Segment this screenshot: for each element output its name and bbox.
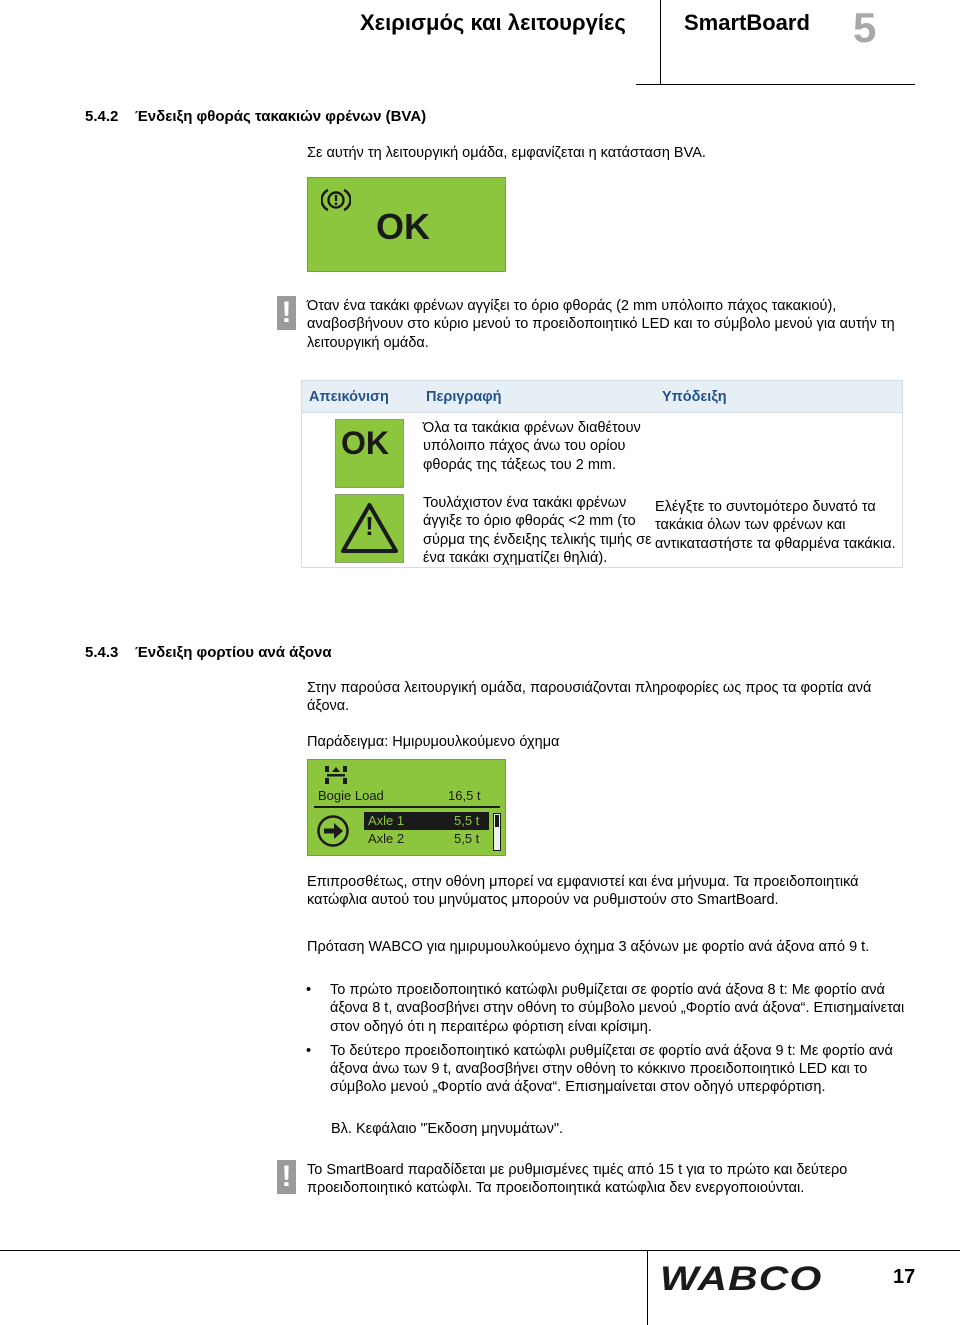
col-header-hint: Υπόδειξη	[655, 381, 903, 413]
brake-pad-icon	[321, 187, 351, 213]
section-number: 5.4.3	[85, 644, 119, 661]
section-title: Ένδειξη φορτίου ανά άξονα	[135, 644, 332, 661]
header-product-name: SmartBoard	[684, 10, 810, 35]
ok-status-text: OK	[376, 206, 430, 247]
axle-1-label: Axle 1	[368, 813, 405, 828]
bogie-load-label: Bogie Load	[318, 788, 384, 803]
section-heading-543	[85, 644, 332, 661]
paragraph-wabco-proposal: Πρόταση WABCO για ημιρυμουλκούμενο όχημα 3 αξόνων με φορτίο ανά άξονα από 9 t.	[307, 939, 870, 955]
section-intro: Σε αυτήν τη λειτουργική ομάδα, εμφανίζεται η κατάσταση BVA.	[307, 145, 706, 161]
bva-status-table	[301, 380, 903, 568]
section-number: 5.4.2	[85, 108, 119, 125]
threshold-bullet-list	[306, 981, 906, 1097]
table-header-row	[302, 381, 903, 413]
warning-icon: !	[277, 1160, 296, 1194]
header-rule	[636, 84, 915, 85]
warning-text-542: Όταν ένα τακάκι φρένων αγγίξει το όριο φθοράς (2 mm υπόλοιπο πάχος τακακιού), αναβοσβήνουν στο κύριο μενού το προειδοποιητικό LED και το σύμβολο μενού για αυτήν τη λειτουργική ομάδα.	[307, 298, 895, 351]
col-header-description: Περιγραφή	[419, 381, 655, 413]
table-cell-image	[302, 488, 420, 568]
footer-divider	[647, 1250, 648, 1325]
bogie-load-value: 16,5 t	[448, 788, 481, 803]
table-cell-description: Τουλάχιστον ένα τακάκι φρένων άγγιξε το όριο φθοράς <2 mm (το σύρμα της ένδειξης τελικής τιμής σε ένα τακάκι σχηματίζει θηλιά).	[423, 495, 652, 566]
section-intro-543: Στην παρούσα λειτουργική ομάδα, παρουσιάζονται πληροφορίες ως προς τα φορτία ανά άξονα.	[307, 680, 872, 715]
bva-display-screenshot	[307, 177, 506, 272]
table-row	[302, 488, 903, 568]
chapter-reference: Βλ. Κεφάλαιο "Έκδοση μηνυμάτων".	[331, 1121, 563, 1137]
header-chapter-number: 5	[853, 4, 877, 51]
table-row	[302, 413, 903, 489]
warning-triangle-icon: !	[335, 494, 404, 563]
page-number: 17	[893, 1266, 916, 1288]
axle-2-label: Axle 2	[368, 831, 405, 846]
axle-load-display-screenshot	[307, 759, 506, 856]
warning-text-543: Το SmartBoard παραδίδεται με ρυθμισμένες τιμές από 15 t για το πρώτο και δεύτερο προειδοποιητικό κατώφλι. Τα προειδοποιητικά κατώφλια δεν ενεργοποιούνται.	[307, 1162, 848, 1197]
scrollbar[interactable]	[493, 813, 501, 851]
paragraph-message-info: Επιπροσθέτως, στην οθόνη μπορεί να εμφανιστεί και ένα μήνυμα. Τα προειδοποιητικά κατώφλια αυτού του μηνύματος μπορούν να ρυθμιστούν στο SmartBoard.	[307, 874, 859, 909]
example-label: Παράδειγμα: Ημιρυμουλκούμενο όχημα	[307, 734, 560, 750]
wabco-logo: WABCO	[660, 1260, 823, 1298]
warning-icon: !	[277, 296, 296, 330]
table-cell-hint: Ελέγξτε το συντομότερο δυνατό τα τακάκια όλων των φρένων και αντικαταστήστε τα φθαρμένα τακάκια.	[655, 499, 896, 552]
header-divider	[660, 0, 661, 84]
table-cell-image	[302, 413, 420, 489]
list-item: • Το δεύτερο προειδοποιητικό κατώφλι ρυθμίζεται σε φορτίο ανά άξονα 9 t: Με φορτίο ανά άξονα άνω των 9 t, αναβοσβήνει στην οθόνη το κόκκινο προειδοποιητικό LED και το σύμβολο μενού „Φορτίο ανά άξονα“. Επισημαίνεται στον οδηγό υπερφόρτιση.	[306, 1042, 906, 1097]
table-cell-description: Όλα τα τακάκια φρένων διαθέτουν υπόλοιπο πάχος άνω του ορίου φθοράς της τάξεως του 2 mm.	[423, 420, 641, 473]
arrow-right-icon	[316, 814, 350, 848]
display-divider	[314, 806, 500, 808]
table-cell-hint	[655, 413, 903, 489]
footer-rule	[0, 1250, 960, 1251]
section-heading-542	[85, 108, 426, 125]
axle-2-value: 5,5 t	[454, 831, 480, 846]
scrollbar-thumb[interactable]	[495, 815, 499, 827]
col-header-image: Απεικόνιση	[302, 381, 420, 413]
section-title: Ένδειξη φθοράς τακακιών φρένων (BVA)	[135, 108, 427, 125]
list-item: • Το πρώτο προειδοποιητικό κατώφλι ρυθμίζεται σε φορτίο ανά άξονα 8 t: Με φορτίο ανά άξονα 8 t, αναβοσβήνει στην οθόνη το σύμβολο μενού „Φορτίο ανά άξονα“. Επισημαίνεται στον οδηγό ότι η περαιτέρω φόρτιση είναι κρίσιμη.	[306, 981, 906, 1036]
header-chapter-title: Χειρισμός και λειτουργίες	[360, 10, 626, 35]
axle-icon	[320, 764, 352, 788]
axle-1-value: 5,5 t	[454, 813, 480, 828]
ok-icon: OK	[335, 419, 404, 488]
